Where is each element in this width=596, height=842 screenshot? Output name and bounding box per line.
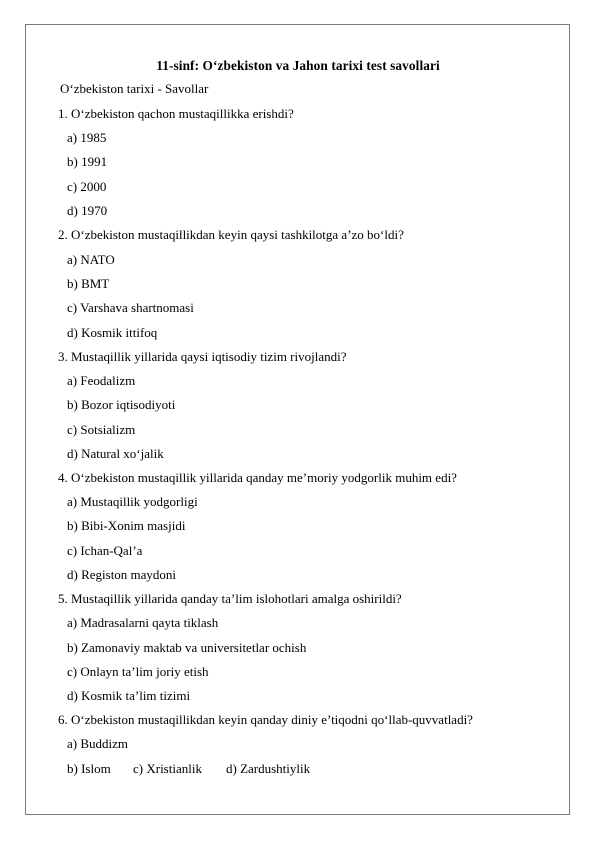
- question-2-option-d[interactable]: d) Kosmik ittifoq: [67, 325, 158, 340]
- question-1-option-a[interactable]: a) 1985: [67, 130, 107, 145]
- question-5-option-c[interactable]: c) Onlayn ta’lim joriy etish: [67, 664, 209, 679]
- question-4-option-c[interactable]: c) Ichan-Qal’a: [67, 543, 143, 558]
- question-6-text: 6. O‘zbekiston mustaqillikdan keyin qanday diniy e’tiqodni qo‘llab-quvvatladi?: [58, 712, 473, 727]
- question-6-option-c[interactable]: c) Xristianlik: [133, 761, 202, 776]
- section-subtitle: O‘zbekiston tarixi - Savollar: [60, 81, 209, 96]
- question-3-option-c[interactable]: c) Sotsializm: [67, 422, 136, 437]
- question-6-option-a[interactable]: a) Buddizm: [67, 736, 129, 751]
- question-3-option-d[interactable]: d) Natural xo‘jalik: [67, 446, 164, 461]
- question-2-option-b[interactable]: b) BMT: [67, 276, 110, 291]
- question-3-option-a[interactable]: a) Feodalizm: [67, 373, 136, 388]
- question-3-text: 3. Mustaqillik yillarida qaysi iqtisodiy tizim rivojlandi?: [58, 349, 347, 364]
- question-2-text: 2. O‘zbekiston mustaqillikdan keyin qaysi tashkilotga a’zo bo‘ldi?: [58, 227, 404, 242]
- page-title: 11-sinf: O‘zbekiston va Jahon tarixi test savollari: [156, 58, 440, 73]
- question-3-option-b[interactable]: b) Bozor iqtisodiyoti: [67, 397, 176, 412]
- question-6-option-d[interactable]: d) Zardushtiylik: [226, 761, 311, 776]
- question-6-option-b[interactable]: b) Islom: [67, 761, 111, 776]
- question-5-option-a[interactable]: a) Madrasalarni qayta tiklash: [67, 615, 219, 630]
- question-1-option-c[interactable]: c) 2000: [67, 179, 107, 194]
- question-5-option-b[interactable]: b) Zamonaviy maktab va universitetlar ochish: [67, 640, 307, 655]
- question-1-option-b[interactable]: b) 1991: [67, 154, 108, 169]
- question-5-option-d[interactable]: d) Kosmik ta’lim tizimi: [67, 688, 191, 703]
- question-6-inline-options: [67, 761, 310, 777]
- question-1-option-d[interactable]: d) 1970: [67, 203, 108, 218]
- question-4-text: 4. O‘zbekiston mustaqillik yillarida qanday me’moriy yodgorlik muhim edi?: [58, 470, 457, 485]
- question-2-option-c[interactable]: c) Varshava shartnomasi: [67, 300, 194, 315]
- question-1-text: 1. O‘zbekiston qachon mustaqillikka erishdi?: [58, 106, 294, 121]
- question-5-text: 5. Mustaqillik yillarida qanday ta’lim islohotlari amalga oshirildi?: [58, 591, 402, 606]
- question-4-option-d[interactable]: d) Registon maydoni: [67, 567, 177, 582]
- question-2-option-a[interactable]: a) NATO: [67, 252, 115, 267]
- question-4-option-b[interactable]: b) Bibi-Xonim masjidi: [67, 518, 186, 533]
- question-4-option-a[interactable]: a) Mustaqillik yodgorligi: [67, 494, 198, 509]
